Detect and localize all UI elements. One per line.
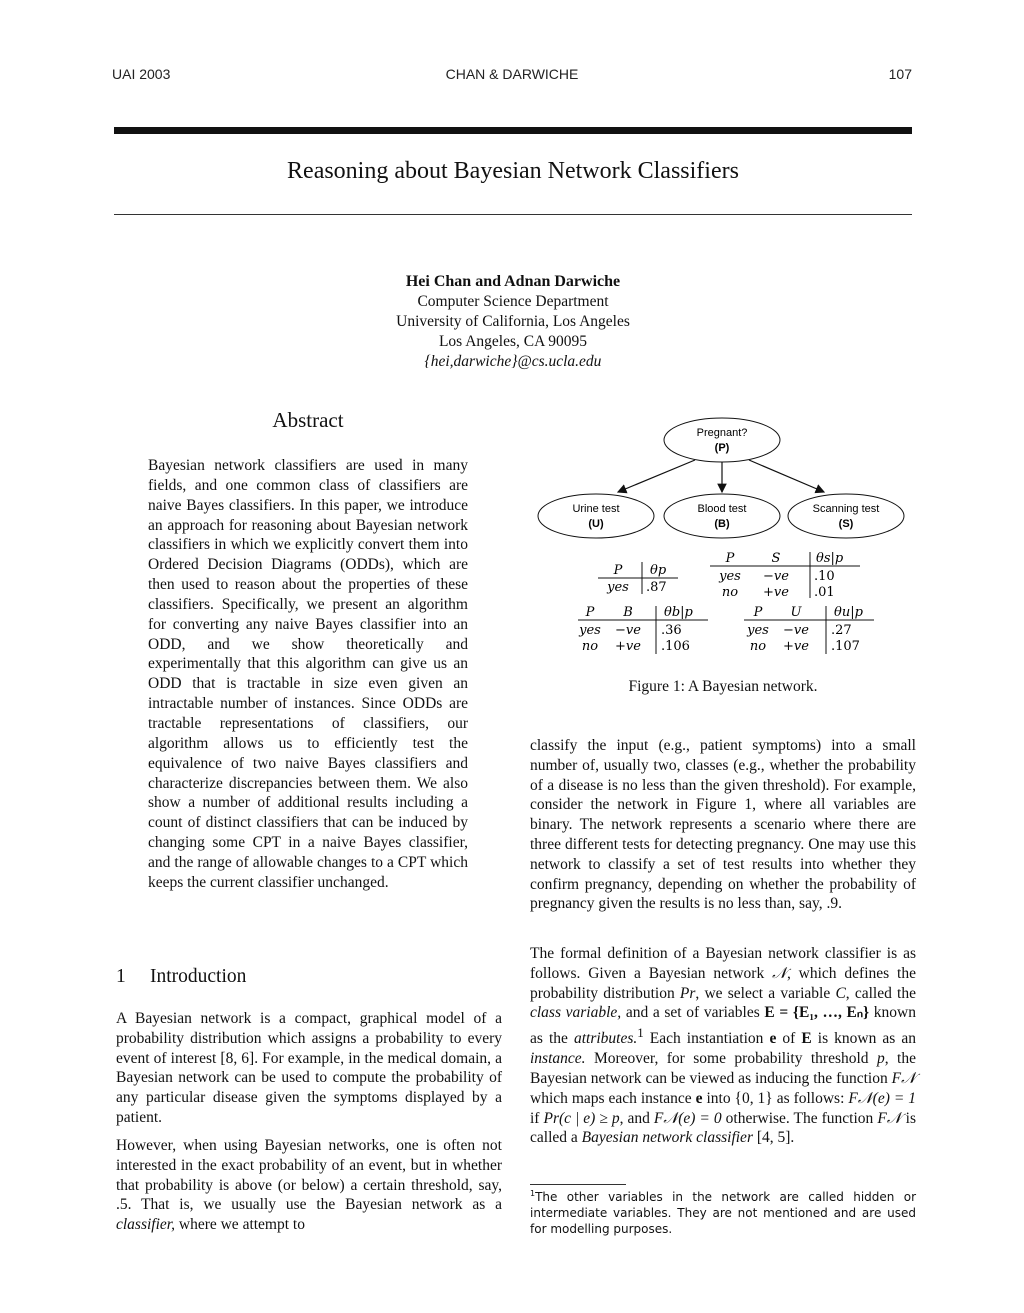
- cpt-s-r1c3: .10: [814, 569, 835, 584]
- cpt-b: [578, 605, 708, 654]
- intro-p2-text-a: However, when using Bayesian networks, one is often not interested in the exact probability of an event, but in whether that probability is above (or below) a certain threshold, say, .5. That is, we usually use the Bayesian network as a: [116, 1137, 502, 1214]
- cpt-b-r1c1: yes: [579, 623, 601, 638]
- cpt-p-r1c1: yes: [607, 580, 629, 595]
- right-paragraph-2: The formal definition of a Bayesian network classifier is as follows. Given a Bayesian network 𝒩, which defines the probability distribution Pr, we select a variable C, called the class variable, and a set of variables E = {E₁, …, Eₙ} known as the attributes.$^1$ Each instantiation e of E is known as an instance. Moreover, for some probability threshold p, the Bayesian network can be viewed as inducing the function F𝒩 which maps each instance e into {0, 1} as follows: F𝒩(e) = 1 if Pr(c | e) ≥ p, and F𝒩(e) = 0 otherwise. The function F𝒩 is called a Bayesian network classifier [4, 5].: [530, 945, 916, 1147]
- network-symbol: 𝒩: [772, 964, 787, 982]
- node-urine-label: Urine test: [572, 503, 620, 515]
- edge-p-u: [618, 460, 695, 492]
- node-blood-test: [664, 494, 780, 538]
- intro-paragraph-2: [116, 1136, 502, 1235]
- cpt-b-r2c1: no: [581, 639, 599, 654]
- author-university: University of California, Los Angeles: [396, 313, 630, 330]
- footnote-text: The other variables in the network are called hidden or intermediate variables. They are not mentioned and are used for modelling purposes.: [530, 1190, 916, 1236]
- section-title: Introduction: [150, 966, 247, 987]
- node-blood-abbr: (B): [714, 518, 730, 530]
- cpt-u-r2c1: no: [749, 639, 767, 654]
- author-email: {hei,darwiche}@cs.ucla.edu: [424, 353, 602, 370]
- node-urine-abbr: (U): [588, 518, 604, 530]
- node-scanning-test: [788, 494, 904, 538]
- page-number: 107: [888, 66, 912, 82]
- node-blood-label: Blood test: [697, 503, 747, 515]
- title-bottom-rule: [114, 214, 912, 215]
- node-scanning-label: Scanning test: [812, 503, 880, 515]
- footnote-mark: 1: [530, 1189, 536, 1198]
- cpt-p-h2: θp: [650, 563, 667, 578]
- bnc-term: Bayesian network classifier: [581, 1129, 753, 1147]
- section-number: 1: [116, 966, 126, 987]
- cpt-p: [598, 562, 678, 595]
- cpt-b-h3: θb|p: [664, 605, 693, 620]
- attribute-set: E = {E₁, …, Eₙ}: [764, 1004, 870, 1022]
- author-names: Hei Chan and Adnan Darwiche: [405, 273, 621, 290]
- cpt-s-r2c1: no: [721, 585, 739, 600]
- title-top-rule: [114, 127, 912, 134]
- cpt-u: [744, 605, 874, 654]
- section-heading: [116, 966, 506, 988]
- edge-p-s: [749, 460, 824, 492]
- author-city: Los Angeles, CA 90095: [438, 333, 588, 350]
- cpt-u-r1c3: .27: [831, 623, 852, 638]
- cpt-s-h1: P: [725, 551, 735, 566]
- paper-title: Reasoning about Bayesian Network Classifiers: [287, 158, 739, 184]
- footnote-rule: [530, 1184, 626, 1185]
- node-urine-test: [538, 494, 654, 538]
- node-pregnant-label: Pregnant?: [696, 427, 748, 439]
- conference-label: UAI 2003: [112, 66, 171, 82]
- cpt-s-r1c1: yes: [719, 569, 741, 584]
- cpt-s-h3: θs|p: [816, 551, 844, 566]
- cpt-b-h1: P: [585, 605, 595, 620]
- abstract-text: Bayesian network classifiers are used in many fields, and one common class of classifiers are naive Bayes classifiers. In this paper, we introduce an approach for reasoning about Bayesian network classifiers in which we explicitly convert them into Ordered Decision Diagrams (ODDs), which are then used to reason about the properties of these classifiers. Specifically, we present an algorithm for converting any naive Bayes classifier into an ODD, and we show theoretically and experimentally that this algorithm can give us an ODD that is tractable in size even given an intractable number of instances. Since ODDs are tractable representations of classifiers, our algorithm allows us to efficiently test the equivalence of two naive Bayes classifiers and characterize discrepancies between them. We also show a number of additional results including a count of distinct classifiers that can be induced by changing some CPT in a naive Bayes classifier, and the range of allowable changes to a CPT which keeps the current classifier unchanged.: [148, 457, 468, 891]
- cpt-u-h3: θu|p: [834, 605, 863, 620]
- cpt-u-r2c2: +ve: [783, 639, 809, 654]
- instance-term: instance.: [530, 1050, 586, 1068]
- intro-p2-text-b: where we attempt to: [175, 1216, 305, 1234]
- intro-p2-classifier: classifier,: [116, 1216, 175, 1234]
- figure-bayesian-network: [530, 414, 916, 664]
- pr-symbol: Pr: [679, 984, 696, 1002]
- cpt-s: [710, 551, 860, 600]
- abstract-heading: Abstract: [272, 408, 344, 432]
- node-pregnant-abbr: (P): [714, 442, 730, 454]
- cpt-p-h1: P: [613, 563, 623, 578]
- running-head: [112, 66, 912, 86]
- right-paragraph-1: classify the input (e.g., patient symptoms) into a small number of, usually two, classes (e.g., whether the probability of a disease is no less than the given threshold). For example, consider the network in Figure 1, where all variables are binary. The network represents a scenario where there are three different tests for detecting pregnancy. One may use this network to classify a set of test results into whether they confirm pregnancy, depending on whether the probability of pregnancy given the results is no less than, say, .9.: [530, 737, 916, 913]
- footnote-ref: 1: [637, 1025, 644, 1041]
- cpt-s-r2c3: .01: [814, 585, 835, 600]
- attributes-term: attributes.: [573, 1030, 638, 1048]
- author-department: Computer Science Department: [417, 293, 609, 310]
- cpt-s-h2: S: [771, 551, 781, 566]
- cpt-b-h2: B: [623, 605, 633, 620]
- cpt-b-r1c3: .36: [661, 623, 682, 638]
- cpt-b-r1c2: −ve: [615, 623, 641, 638]
- cpt-u-r1c2: −ve: [783, 623, 809, 638]
- node-pregnant: [664, 418, 780, 462]
- cpt-p-r1c2: .87: [646, 580, 667, 595]
- cpt-u-h1: P: [753, 605, 763, 620]
- running-title: CHAN & DARWICHE: [445, 66, 579, 82]
- network-diagram: [530, 414, 916, 664]
- figure-caption: Figure 1: A Bayesian network.: [628, 678, 818, 695]
- cpt-u-h2: U: [790, 605, 802, 620]
- class-variable-term: class variable,: [530, 1004, 622, 1022]
- cpt-b-r2c2: +ve: [615, 639, 641, 654]
- intro-paragraph-1: A Bayesian network is a compact, graphical model of a probability distribution which assigns a probability to every event of interest [8, 6]. For example, in the medical domain, a Bayesian network can be used to compute the probability of any particular disease given the symptoms displayed by a patient.: [116, 1010, 502, 1126]
- cpt-s-r2c2: +ve: [763, 585, 789, 600]
- cpt-s-r1c2: −ve: [763, 569, 789, 584]
- footnote: [530, 1186, 916, 1237]
- cpt-u-r2c3: .107: [831, 639, 860, 654]
- node-scanning-abbr: (S): [838, 518, 854, 530]
- class-symbol: C: [835, 984, 846, 1002]
- cpt-u-r1c1: yes: [747, 623, 769, 638]
- cpt-b-r2c3: .106: [661, 639, 690, 654]
- author-block: [300, 272, 726, 372]
